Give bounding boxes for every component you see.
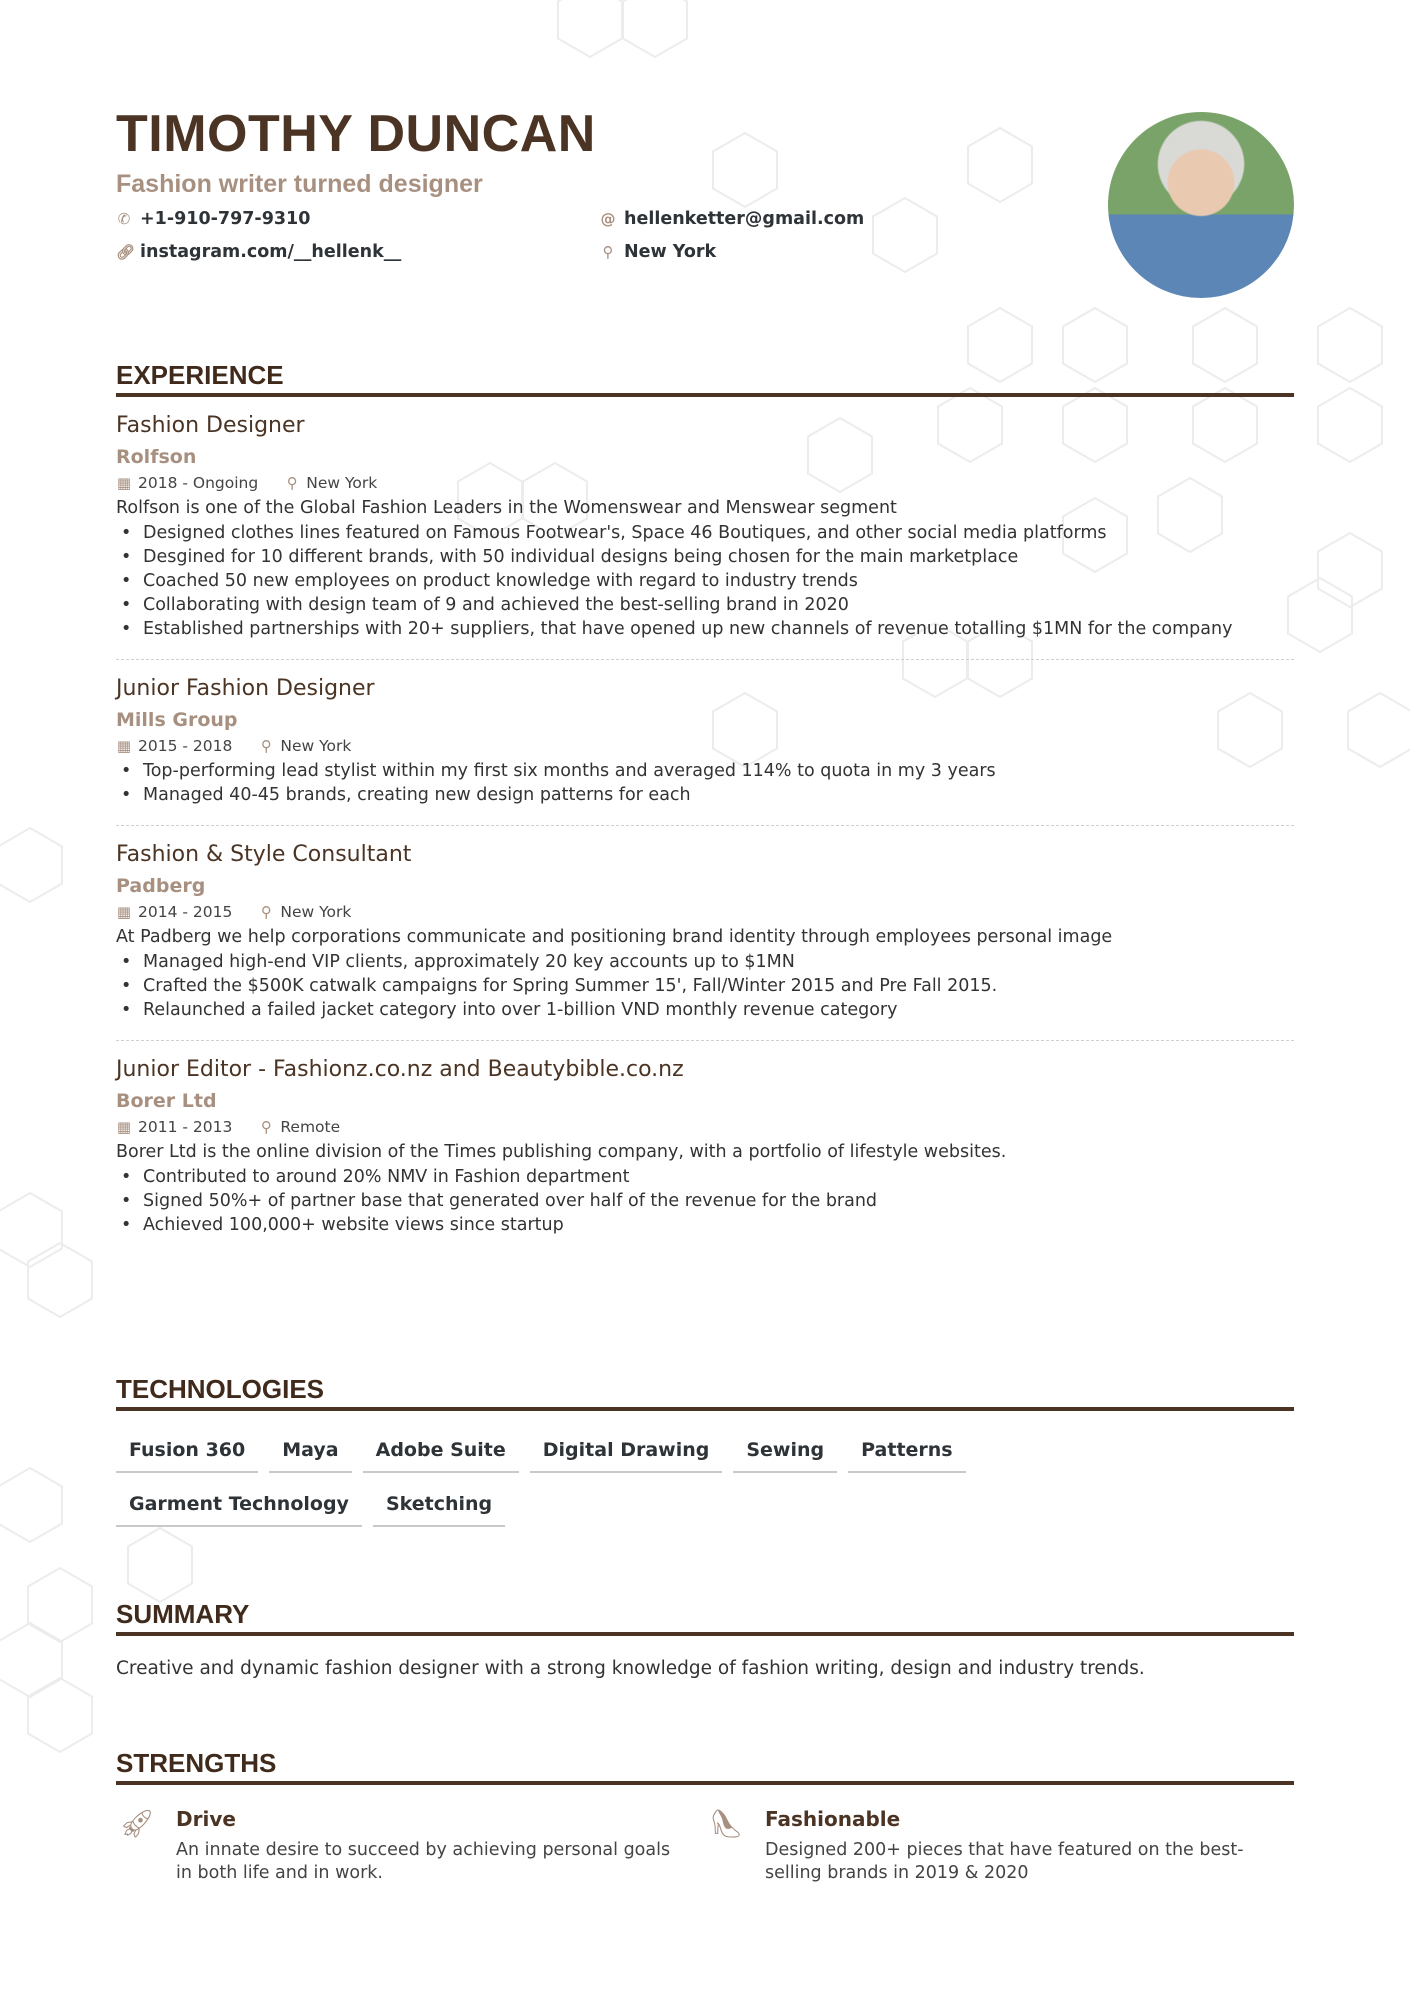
phone-icon: ✆ (117, 210, 131, 228)
strength-body (176, 1807, 676, 1885)
company-name: Borer Ltd (116, 1090, 217, 1112)
email[interactable] (600, 209, 864, 229)
hexagon-shape (1318, 308, 1382, 382)
link-text[interactable]: instagram.com/__hellenk__ (140, 242, 402, 262)
job-description: Borer Ltd is the online division of the Times publishing company, with a portfolio of lifestyle websites. (116, 1142, 1007, 1162)
job-title: Junior Editor - Fashionz.co.nz and Beautybible.co.nz (116, 1057, 684, 1082)
location-pin-icon: ⚲ (260, 737, 272, 755)
job-location (258, 1118, 340, 1136)
bullet-item: • Relaunched a failed jacket category into over 1-billion VND monthly revenue category (116, 998, 1294, 1022)
hexagon-shape (1348, 693, 1410, 767)
section-heading: STRENGTHS (116, 1748, 1294, 1785)
hexagon-shape (968, 128, 1032, 202)
summary-section (116, 1599, 1294, 1679)
job-entry (116, 826, 1294, 1041)
bullet-item: • Signed 50%+ of partner base that generated over half of the revenue for the brand (116, 1189, 1294, 1213)
link[interactable] (116, 242, 401, 262)
strength-title: Drive (176, 1807, 236, 1831)
bullet-item: • Contributed to around 20% NMV in Fashion department (116, 1165, 1294, 1189)
hexagon-shape (28, 1243, 92, 1317)
technology-tag: Sketching (373, 1487, 505, 1527)
location-text: New York (280, 737, 352, 755)
job-location (258, 737, 351, 755)
hexagon-shape (128, 1528, 192, 1602)
job-bullets (116, 759, 1294, 807)
job-bullets (116, 950, 1294, 1022)
candidate-name: TIMOTHY DUNCAN (116, 105, 596, 163)
bullet-item: • Top-performing lead stylist within my first six months and averaged 114% to quota in my 3 years (116, 759, 1294, 783)
hexagon-shape (713, 133, 777, 207)
job-meta (116, 737, 1294, 755)
company-name: Padberg (116, 875, 206, 897)
job-bullets (116, 521, 1294, 641)
hexagon-shape (28, 1678, 92, 1752)
job-bullets (116, 1165, 1294, 1237)
company-name: Rolfson (116, 446, 197, 468)
location-pin-icon: ⚲ (286, 474, 298, 492)
profile-photo (1108, 112, 1294, 298)
technology-tag: Adobe Suite (363, 1433, 519, 1473)
job-entry (116, 397, 1294, 660)
at-icon: @ (600, 210, 616, 228)
section-heading: TECHNOLOGIES (116, 1374, 1294, 1411)
hexagon-shape (28, 1568, 92, 1642)
job-meta (116, 903, 1294, 921)
technology-tag: Sewing (733, 1433, 837, 1473)
dates-text: 2014 - 2015 (138, 903, 233, 921)
bullet-item: • Collaborating with design team of 9 and achieved the best-selling brand in 2020 (116, 593, 1294, 617)
dates-text: 2011 - 2013 (138, 1118, 233, 1136)
high-heel-icon: 👠︎ (708, 1807, 744, 1840)
job-location (258, 903, 351, 921)
summary-text: Creative and dynamic fashion designer with a strong knowledge of fashion writing, design and industry trends. (116, 1658, 1145, 1679)
email-text[interactable]: hellenketter@gmail.com (624, 209, 865, 229)
technology-tag: Garment Technology (116, 1487, 362, 1527)
location (600, 242, 716, 262)
bullet-item: • Established partnerships with 20+ suppliers, that have opened up new channels of revenue totalling $1MN for the company (116, 617, 1294, 641)
location-pin-icon: ⚲ (260, 903, 272, 921)
strength-text: An innate desire to succeed by achieving personal goals in both life and in work. (176, 1840, 671, 1883)
section-heading: EXPERIENCE (116, 360, 1294, 397)
technology-tag: Fusion 360 (116, 1433, 258, 1473)
location-pin-icon: ⚲ (260, 1118, 272, 1136)
location-text: New York (306, 474, 378, 492)
bullet-item: • Coached 50 new employees on product knowledge with regard to industry trends (116, 569, 1294, 593)
bullet-item: • Desgined for 10 different brands, with 50 individual designs being chosen for the main marketplace (116, 545, 1294, 569)
location-pin-icon: ⚲ (602, 243, 614, 261)
job-description: At Padberg we help corporations communicate and positioning brand identity through employees personal image (116, 927, 1113, 947)
hexagon-shape (0, 828, 62, 902)
strength-text: Designed 200+ pieces that have featured on the best-selling brands in 2019 & 2020 (765, 1840, 1244, 1883)
hexagon-shape (0, 1193, 62, 1267)
bullet-item: • Achieved 100,000+ website views since startup (116, 1213, 1294, 1237)
job-title: Fashion & Style Consultant (116, 842, 412, 867)
technology-tag: Maya (269, 1433, 351, 1473)
hexagon-shape (0, 1468, 62, 1542)
hexagon-shape (0, 1623, 62, 1697)
hexagon-shape (1318, 388, 1382, 462)
job-dates (116, 474, 258, 492)
job-description: Rolfson is one of the Global Fashion Leaders in the Womenswear and Menswear segment (116, 498, 897, 518)
job-meta (116, 474, 1294, 492)
technologies-section (116, 1374, 1294, 1527)
strength-title: Fashionable (765, 1807, 901, 1831)
technology-tag: Digital Drawing (530, 1433, 723, 1473)
dates-text: 2018 - Ongoing (138, 474, 259, 492)
candidate-subtitle: Fashion writer turned designer (116, 170, 483, 198)
hexagon-shape (873, 198, 937, 272)
hexagon-shape (623, 0, 687, 57)
calendar-icon: ▦ (116, 737, 132, 755)
hexagon-shape (558, 0, 622, 57)
bullet-item: • Crafted the $500K catwalk campaigns for Spring Summer 15', Fall/Winter 2015 and Pre Fall 2015. (116, 974, 1294, 998)
job-dates (116, 1118, 232, 1136)
company-name: Mills Group (116, 709, 238, 731)
calendar-icon: ▦ (116, 903, 132, 921)
job-title: Junior Fashion Designer (116, 676, 375, 701)
calendar-icon: ▦ (116, 1118, 132, 1136)
location-text: Remote (280, 1118, 341, 1136)
job-title: Fashion Designer (116, 413, 305, 438)
job-dates (116, 737, 232, 755)
bullet-item: • Managed high-end VIP clients, approximately 20 key accounts up to $1MN (116, 950, 1294, 974)
technology-tag: Patterns (848, 1433, 966, 1473)
bullet-item: • Managed 40-45 brands, creating new design patterns for each (116, 783, 1294, 807)
strengths-section (116, 1748, 1294, 1885)
job-entry (116, 660, 1294, 826)
strength-body (765, 1807, 1265, 1885)
calendar-icon: ▦ (116, 474, 132, 492)
location-text: New York (280, 903, 352, 921)
phone (116, 209, 310, 229)
phone-text: +1-910-797-9310 (140, 209, 311, 229)
job-meta (116, 1118, 1294, 1136)
job-location (284, 474, 377, 492)
section-heading: SUMMARY (116, 1599, 1294, 1636)
bullet-item: • Designed clothes lines featured on Famous Footwear's, Space 46 Boutiques, and other social media platforms (116, 521, 1294, 545)
job-entry (116, 1041, 1294, 1255)
job-dates (116, 903, 232, 921)
strength-item (705, 1807, 1294, 1885)
rocket-icon: 🚀︎ (119, 1807, 155, 1840)
location-text: New York (624, 242, 717, 262)
dates-text: 2015 - 2018 (138, 737, 233, 755)
link-icon: 🔗︎ (116, 243, 136, 261)
strength-item (116, 1807, 705, 1885)
experience-section (116, 360, 1294, 1255)
